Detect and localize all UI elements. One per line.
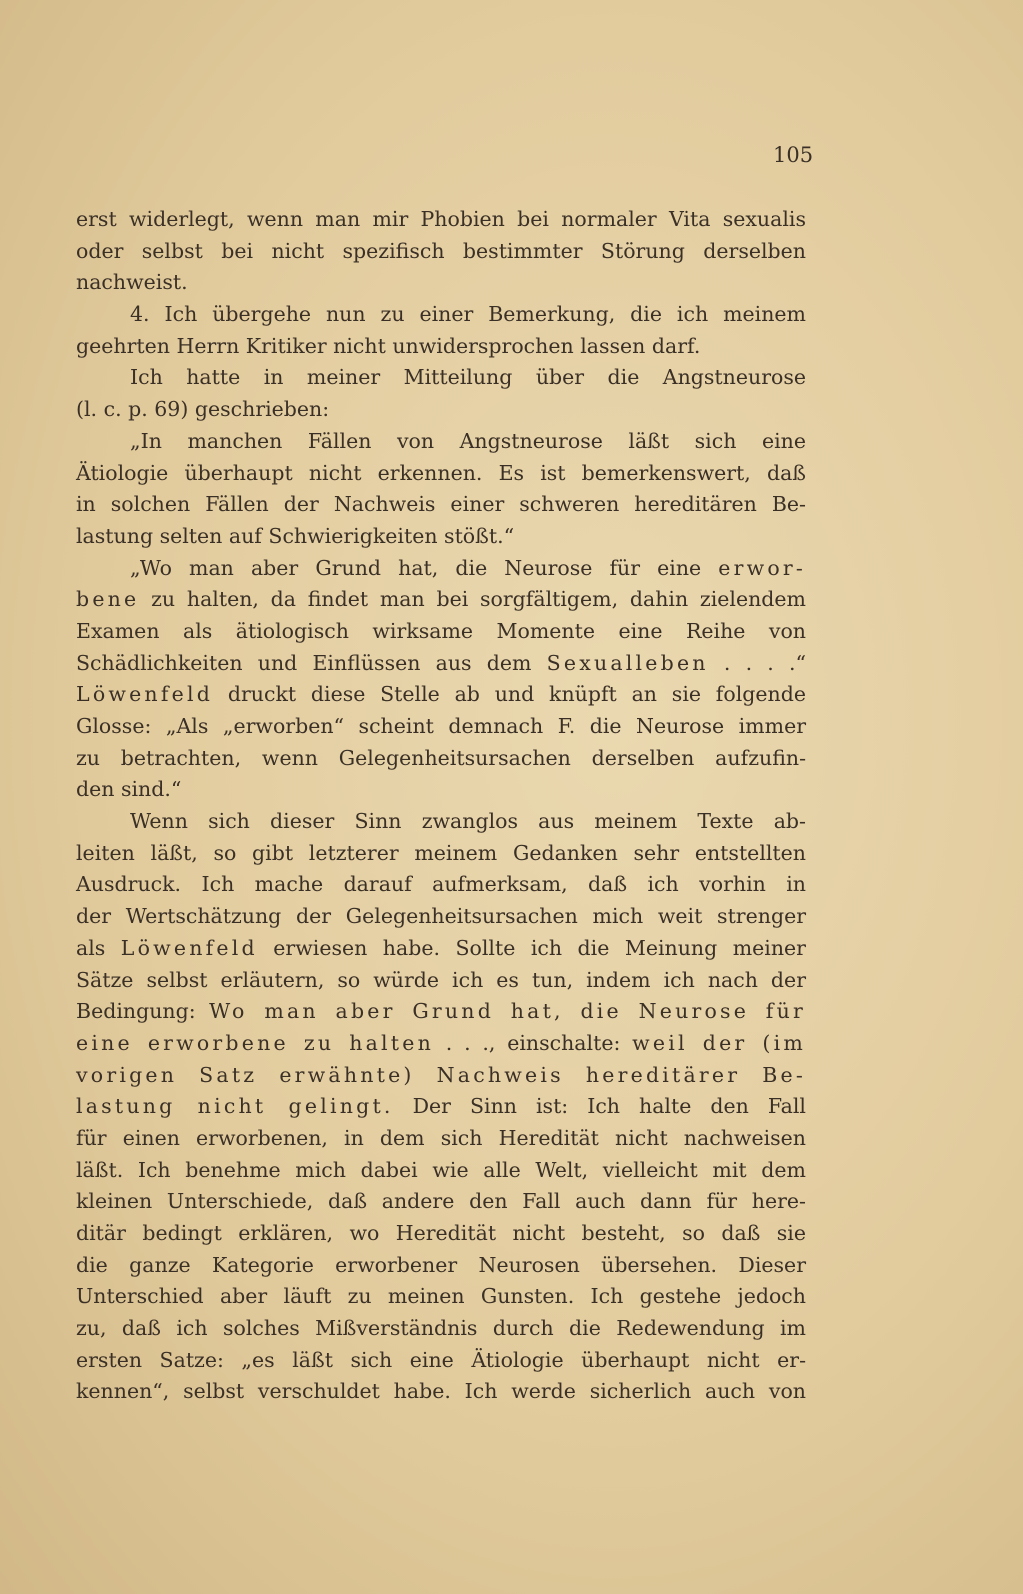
text-segment: Unterschied aber läuft zu meinen Gunsten. Ich gestehe jedoch — [76, 1284, 806, 1309]
text-segment: Der Sinn ist: Ich halte den Fall — [393, 1094, 806, 1119]
text-line — [76, 1281, 806, 1313]
text-line — [76, 711, 806, 743]
text-segment: kleinen Unterschiede, daß andere den Fall auch dann für here- — [76, 1189, 806, 1214]
text-segment: Schädlichkeiten und Einflüssen aus dem — [76, 650, 547, 675]
text-line — [76, 521, 806, 553]
text-segment: . . ., einschalte: — [433, 1030, 633, 1055]
text-segment: Ausdruck. Ich mache darauf aufmerksam, daß ich vorhin in — [76, 872, 806, 897]
spaced-emphasis-text: lastung nicht gelingt. — [76, 1094, 394, 1119]
text-line — [76, 204, 806, 236]
text-line — [76, 1218, 806, 1250]
text-segment: den sind.“ — [76, 777, 182, 802]
text-segment: zu betrachten, wenn Gelegenheitsursachen derselben aufzufin- — [76, 745, 806, 770]
text-segment: „Wo man aber Grund hat, die Neurose für eine — [130, 555, 719, 580]
text-segment: ersten Satze: „es läßt sich eine Ätiologie überhaupt nicht er- — [76, 1347, 806, 1372]
text-segment: die ganze Kategorie erworbener Neurosen übersehen. Dieser — [76, 1252, 806, 1277]
text-line — [76, 362, 806, 394]
text-segment: leiten läßt, so gibt letzterer meinem Gedanken sehr entstellten — [76, 840, 806, 865]
text-line — [76, 933, 806, 965]
text-line — [76, 965, 806, 997]
spaced-emphasis-text: Sexualleben — [546, 650, 709, 675]
text-segment: in solchen Fällen der Nachweis einer schweren hereditären Be- — [76, 492, 806, 517]
text-line — [76, 394, 806, 426]
text-segment: druckt diese Stelle ab und knüpft an sie folgende — [213, 682, 806, 707]
body-text — [76, 204, 806, 1408]
text-line — [76, 901, 806, 933]
text-line — [76, 996, 806, 1028]
text-line — [76, 1376, 806, 1408]
text-segment: oder selbst bei nicht spezifisch bestimmter Störung derselben — [76, 238, 806, 263]
text-line — [76, 299, 806, 331]
text-segment: Examen als ätiologisch wirksame Momente eine Reihe von — [76, 618, 806, 643]
text-segment: für einen erworbenen, in dem sich Heredität nicht nachweisen — [76, 1125, 806, 1150]
text-segment: geehrten Herrn Kritiker nicht unwidersprochen lassen darf. — [76, 333, 701, 358]
text-line — [76, 1155, 806, 1187]
text-segment: Glosse: „Als „erworben“ scheint demnach F. die Neurose immer — [76, 714, 806, 738]
text-segment: Wenn sich dieser Sinn zwanglos aus meinem Texte ab- — [130, 809, 806, 834]
text-segment: Ätiologie überhaupt nicht erkennen. Es ist bemerkenswert, daß — [76, 460, 806, 485]
spaced-emphasis-text: bene — [76, 587, 140, 612]
text-line — [76, 1123, 806, 1155]
text-segment: . . . .“ — [708, 650, 806, 675]
text-line — [76, 458, 806, 490]
text-segment: zu halten, da findet man bei sorgfältigem, dahin zielendem — [139, 587, 806, 612]
text-segment: kennen“, selbst verschuldet habe. Ich werde sicherlich auch von — [76, 1379, 806, 1404]
spaced-emphasis-text: Löwenfeld — [76, 682, 214, 707]
text-line — [76, 1186, 806, 1218]
text-segment: ditär bedingt erklären, wo Heredität nicht besteht, so daß sie — [76, 1221, 806, 1245]
text-line — [76, 1313, 806, 1345]
text-segment: erwiesen habe. Sollte ich die Meinung meiner — [257, 935, 806, 960]
text-line — [76, 1091, 806, 1123]
spaced-emphasis-text: Wo man aber Grund hat, die Neurose für — [209, 999, 806, 1024]
text-line — [76, 616, 806, 648]
spaced-emphasis-text: vorigen Satz erwähnte) Nachweis hereditärer Be- — [76, 1062, 806, 1087]
text-segment: läßt. Ich benehme mich dabei wie alle Welt, vielleicht mit dem — [76, 1157, 806, 1182]
text-line — [76, 426, 806, 458]
text-line — [76, 1028, 806, 1060]
page-number: 105 — [773, 143, 814, 167]
text-line — [76, 1250, 806, 1282]
text-segment: (l. c. p. 69) geschrieben: — [76, 397, 330, 422]
text-line — [76, 553, 806, 585]
spaced-emphasis-text: erwor- — [718, 555, 806, 580]
text-line — [76, 1345, 806, 1377]
text-line — [76, 743, 806, 775]
text-line — [76, 679, 806, 711]
spaced-emphasis-text: Löwenfeld — [120, 935, 258, 960]
text-line — [76, 838, 806, 870]
text-segment: Bedingung: — [76, 999, 210, 1024]
text-segment: nachweist. — [76, 270, 188, 295]
text-segment: Ich hatte in meiner Mitteilung über die Angstneurose — [130, 365, 806, 390]
text-segment: „In manchen Fällen von Angstneurose läßt sich eine — [130, 428, 806, 453]
text-segment: als — [76, 935, 121, 960]
text-line — [76, 869, 806, 901]
text-segment: erst widerlegt, wenn man mir Phobien bei normaler Vita sexualis — [76, 207, 806, 231]
text-line — [76, 806, 806, 838]
spaced-emphasis-text: weil der (im — [632, 1030, 806, 1055]
text-line — [76, 236, 806, 268]
text-line — [76, 331, 806, 363]
text-line — [76, 584, 806, 616]
text-segment: zu, daß ich solches Mißverständnis durch die Redewendung im — [76, 1316, 806, 1341]
text-segment: der Wertschätzung der Gelegenheitsursachen mich weit strenger — [76, 904, 806, 929]
text-segment: Sätze selbst erläutern, so würde ich es tun, indem ich nach der — [76, 967, 806, 992]
text-line — [76, 267, 806, 299]
text-segment: 4. Ich übergehe nun zu einer Bemerkung, die ich meinem — [130, 302, 806, 327]
text-line — [76, 648, 806, 680]
text-line — [76, 1060, 806, 1092]
text-line — [76, 489, 806, 521]
text-segment: lastung selten auf Schwierigkeiten stößt.“ — [76, 523, 515, 548]
spaced-emphasis-text: eine erworbene zu halten — [76, 1030, 434, 1055]
text-line — [76, 774, 806, 806]
